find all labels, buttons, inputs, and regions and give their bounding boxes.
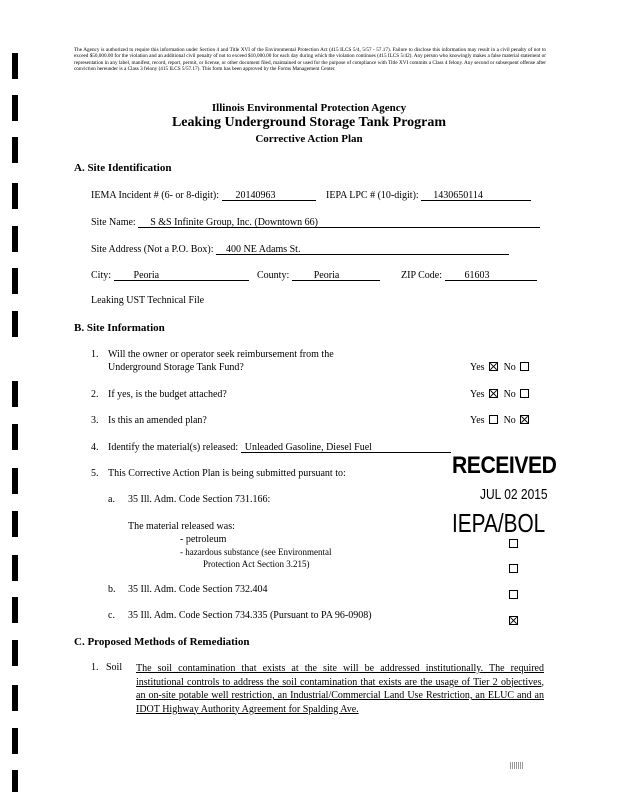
hazardous-label-line1: - hazardous substance (see Environmental <box>180 547 332 557</box>
site-name-field[interactable]: S &S Infinite Group, Inc. (Downtown 66) <box>138 217 540 228</box>
scan-mark <box>12 640 18 666</box>
scan-mark <box>12 53 18 79</box>
q2-no-checkbox[interactable] <box>520 389 529 398</box>
option-a-text: 35 Ill. Adm. Code Section 731.166: <box>128 494 271 505</box>
scan-mark <box>12 555 18 581</box>
section-734-option <box>507 611 518 629</box>
county-field[interactable]: Peoria <box>292 270 380 281</box>
section-732-option <box>507 585 518 603</box>
q3-options <box>470 415 529 426</box>
hazardous-checkbox[interactable] <box>509 564 518 573</box>
city-label: City: <box>91 270 112 281</box>
city-field[interactable]: Peoria <box>114 270 249 281</box>
hazardous-label-line2: Protection Act Section 3.215) <box>203 559 310 569</box>
scan-mark <box>12 424 18 450</box>
soil-remediation-text: The soil contamination that exists at the site will be addressed institutionally. The required institutional controls to address the soil contamination that exists are the usage of Tier 2 objectives, an on-site potable well restriction, an Industrial/Commercial Land Use Restriction, an ELUC and an IDOT Highway Authority Agreement for Spalding Ave. <box>136 663 544 715</box>
iema-incident-field[interactable]: 20140963 <box>222 190 316 201</box>
q1-text-line1: Will the owner or operator seek reimbursement from the <box>108 349 334 360</box>
city-row <box>91 270 249 281</box>
q3-number: 3. <box>91 415 99 426</box>
scan-mark <box>12 183 18 209</box>
received-date-stamp: JUL 02 2015 <box>480 486 548 503</box>
materials-released-field[interactable]: Unleaded Gasoline, Diesel Fuel <box>241 442 451 453</box>
iepa-lpc-field[interactable]: 1430650114 <box>421 190 531 201</box>
iema-label: IEMA Incident # (6- or 8-digit): <box>91 190 220 201</box>
lpc-row <box>326 190 531 201</box>
q4-row <box>108 442 451 453</box>
scan-mark <box>12 311 18 337</box>
option-b-letter: b. <box>108 584 116 595</box>
county-label: County: <box>257 270 290 281</box>
c1-label: Soil <box>106 662 123 673</box>
scan-mark <box>12 597 18 623</box>
scan-artifact <box>510 762 524 769</box>
q4-label: Identify the material(s) released: <box>108 442 239 453</box>
section-c-heading: C. Proposed Methods of Remediation <box>74 636 250 648</box>
section-a-heading: A. Site Identification <box>74 162 172 174</box>
q3-yes-checkbox[interactable] <box>489 415 498 424</box>
iema-row <box>91 190 316 201</box>
county-row <box>257 270 380 281</box>
lpc-label: IEPA LPC # (10-digit): <box>326 190 419 201</box>
q3-text: Is this an amended plan? <box>108 415 207 426</box>
office-stamp: IEPA/BOL <box>452 508 546 538</box>
yes-label: Yes <box>470 415 485 426</box>
material-label: The material released was: <box>128 521 235 532</box>
site-address-row <box>91 244 509 255</box>
q2-yes-checkbox[interactable] <box>489 389 498 398</box>
scan-mark <box>12 468 18 494</box>
zip-row <box>401 270 537 281</box>
program-title: Leaking Underground Storage Tank Program <box>171 115 447 130</box>
q1-text-line2: Underground Storage Tank Fund? <box>108 362 244 373</box>
no-label: No <box>503 362 516 373</box>
site-name-row <box>91 217 540 228</box>
q2-text: If yes, is the budget attached? <box>108 389 227 400</box>
scan-mark <box>12 728 18 754</box>
q5-text: This Corrective Action Plan is being submitted pursuant to: <box>108 468 346 479</box>
zip-code-field[interactable]: 61603 <box>445 270 537 281</box>
technical-file-label: Leaking UST Technical File <box>91 295 205 306</box>
option-b-text: 35 Ill. Adm. Code Section 732.404 <box>128 584 268 595</box>
q1-no-checkbox[interactable] <box>520 362 529 371</box>
q1-yes-checkbox[interactable] <box>489 362 498 371</box>
no-label: No <box>503 415 516 426</box>
scan-mark <box>12 268 18 294</box>
scan-mark <box>12 685 18 711</box>
q4-number: 4. <box>91 442 99 453</box>
scan-mark <box>12 770 18 792</box>
yes-label: Yes <box>470 362 485 373</box>
c1-number: 1. <box>91 662 99 673</box>
hazardous-option <box>507 559 518 577</box>
section-734-checkbox[interactable] <box>509 616 518 625</box>
yes-label: Yes <box>470 389 485 400</box>
q3-no-checkbox[interactable] <box>520 415 529 424</box>
legal-disclaimer: The Agency is authorized to require this information under Section 4 and Title XVI of the Environmental Protection Act (415 ILCS 5/4, 5/57 - 57.17). Failure to disclose this information may result in a civil penalty of not to exceed $50,000.00 for the violation and an additional civil penalty of not to exceed $10,000.00 for each day during which the violation continues (415 ILCS 5/42). Any person who knowingly makes a false material statement or representation in any label, manifest, record, report, permit, or license, or other document filed, maintained or used for the purpose of compliance with Title XVI commits a Class 4 felony. Any second or subsequent offense after conviction hereunder is a Class 3 felony (415 ILCS 5/57.17). This form has been approved by the Forms Management Center. <box>74 47 546 73</box>
q2-options <box>470 389 529 400</box>
q5-number: 5. <box>91 468 99 479</box>
section-732-checkbox[interactable] <box>509 590 518 599</box>
petroleum-label: - petroleum <box>180 534 227 545</box>
q1-options <box>470 362 529 373</box>
q1-number: 1. <box>91 349 99 360</box>
scan-mark <box>12 381 18 407</box>
site-address-field[interactable]: 400 NE Adams St. <box>216 244 509 255</box>
site-name-label: Site Name: <box>91 217 136 228</box>
q2-number: 2. <box>91 389 99 400</box>
agency-name: Illinois Environmental Protection Agency <box>211 102 407 114</box>
scan-mark <box>12 226 18 252</box>
option-a-letter: a. <box>108 494 115 505</box>
option-c-letter: c. <box>108 610 115 621</box>
no-label: No <box>503 389 516 400</box>
petroleum-checkbox[interactable] <box>509 539 518 548</box>
form-title: Corrective Action Plan <box>255 133 363 145</box>
scan-mark <box>12 511 18 537</box>
site-address-label: Site Address (Not a P.O. Box): <box>91 244 214 255</box>
zip-label: ZIP Code: <box>401 270 443 281</box>
section-b-heading: B. Site Information <box>74 322 165 334</box>
received-stamp: RECEIVED <box>452 452 557 479</box>
option-c-text: 35 Ill. Adm. Code Section 734.335 (Pursuant to PA 96-0908) <box>128 610 372 621</box>
